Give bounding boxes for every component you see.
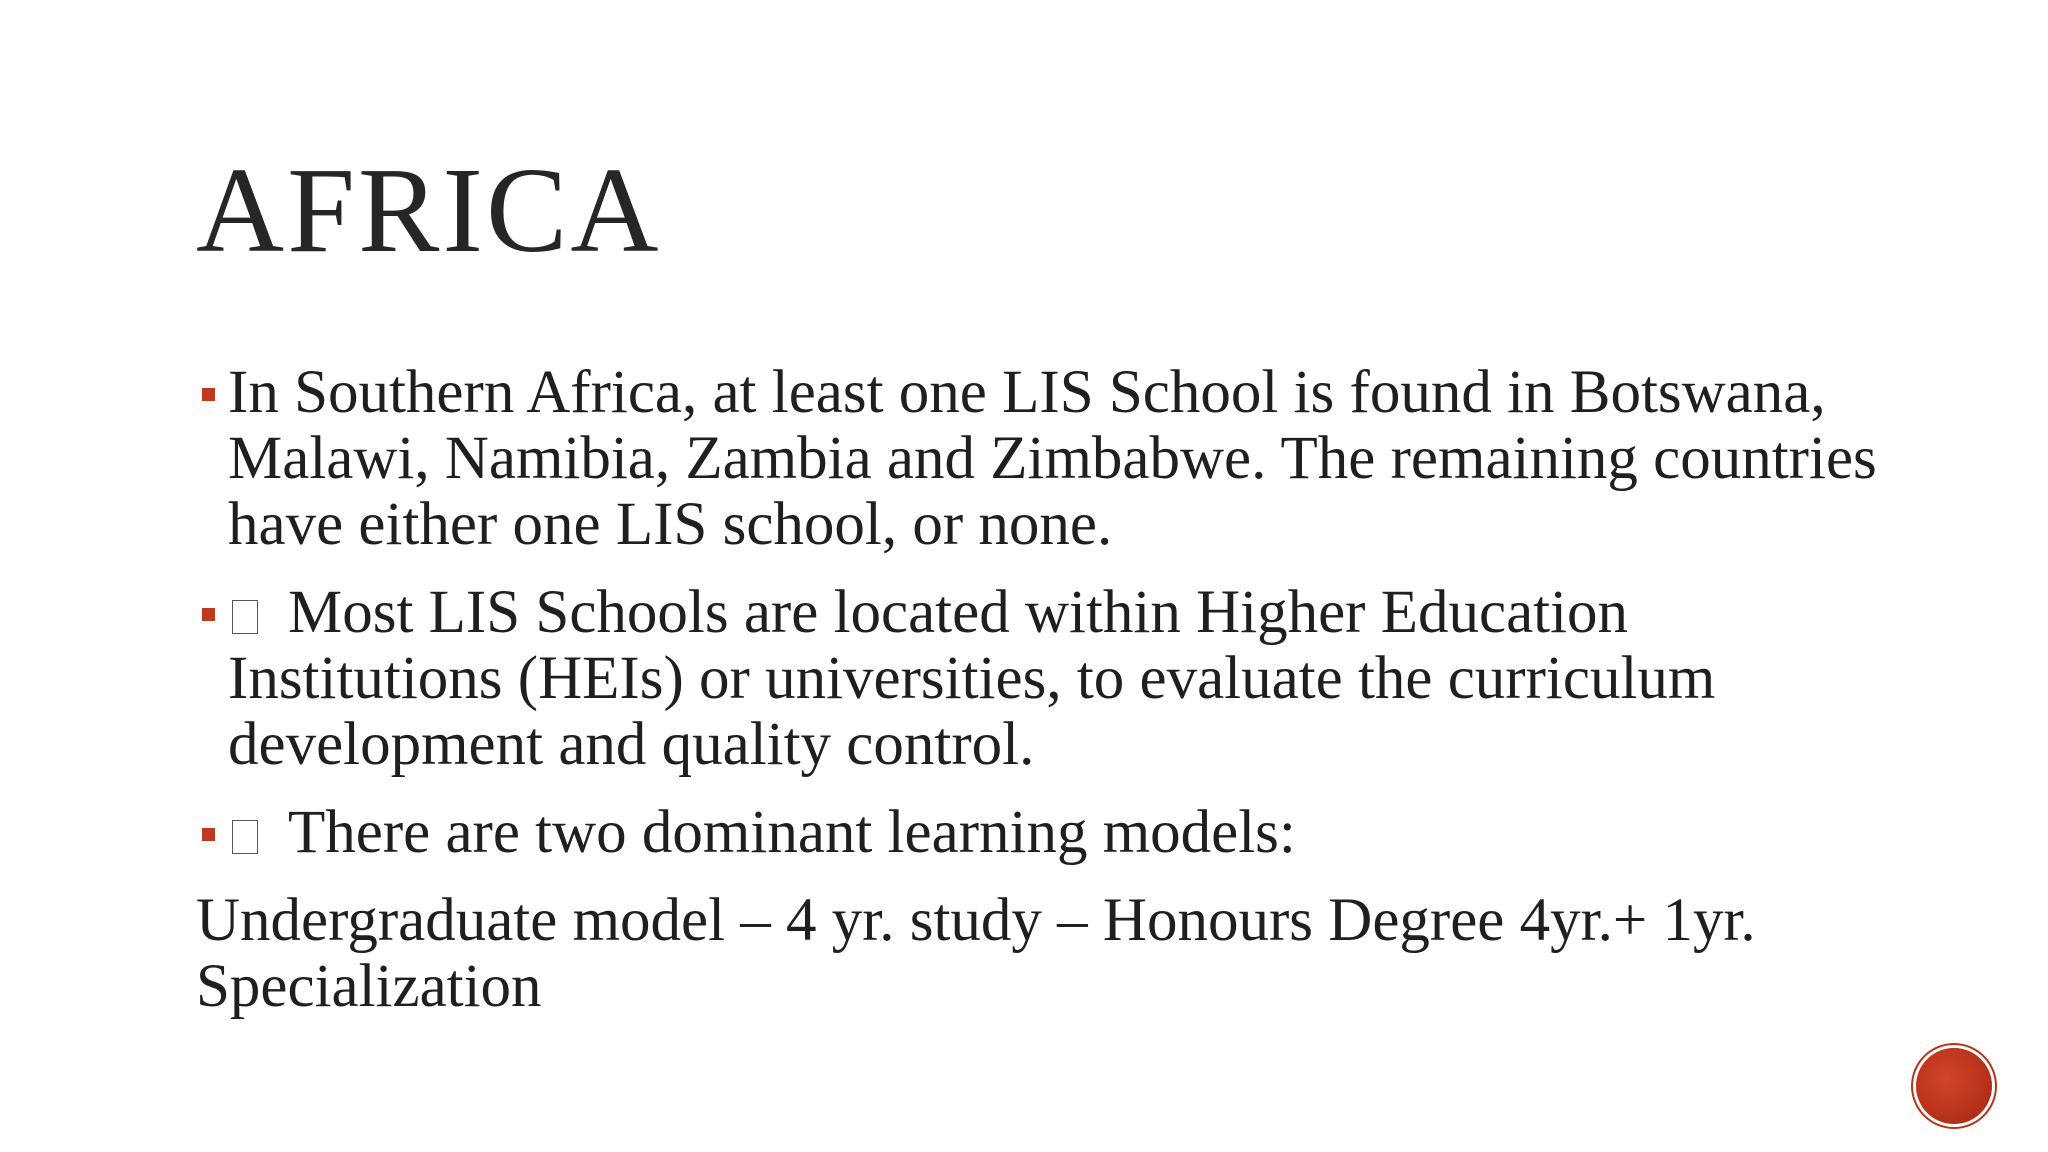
learning-model-paragraph: Undergraduate model – 4 yr. study – Honours Degree 4yr.+ 1yr. Specialization <box>196 887 1756 1020</box>
bullet-item <box>196 360 1896 558</box>
square-bullet-icon <box>202 828 215 841</box>
bullet-item <box>196 800 1896 866</box>
bullet-list <box>196 360 1896 866</box>
bullet-item <box>196 580 1896 778</box>
bullet-text: Most LIS Schools are located within Higher Education Institutions (HEIs) or universities, to evaluate the curriculum development and quality control. <box>228 579 1716 778</box>
square-bullet-icon <box>202 608 215 621</box>
bullet-text: In Southern Africa, at least one LIS School is found in Botswana, Malawi, Namibia, Zambia and Zimbabwe. The remaining countries have either one LIS school, or none. <box>228 359 1877 558</box>
missing-glyph-box-icon <box>232 820 258 854</box>
slide-content <box>196 360 1896 1020</box>
missing-glyph-box-icon <box>232 600 258 634</box>
red-circle-nav-icon[interactable] <box>1916 1048 1992 1124</box>
slide-title: AFRICA <box>196 143 662 278</box>
square-bullet-icon <box>202 388 215 401</box>
bullet-text: There are two dominant learning models: <box>288 799 1296 866</box>
